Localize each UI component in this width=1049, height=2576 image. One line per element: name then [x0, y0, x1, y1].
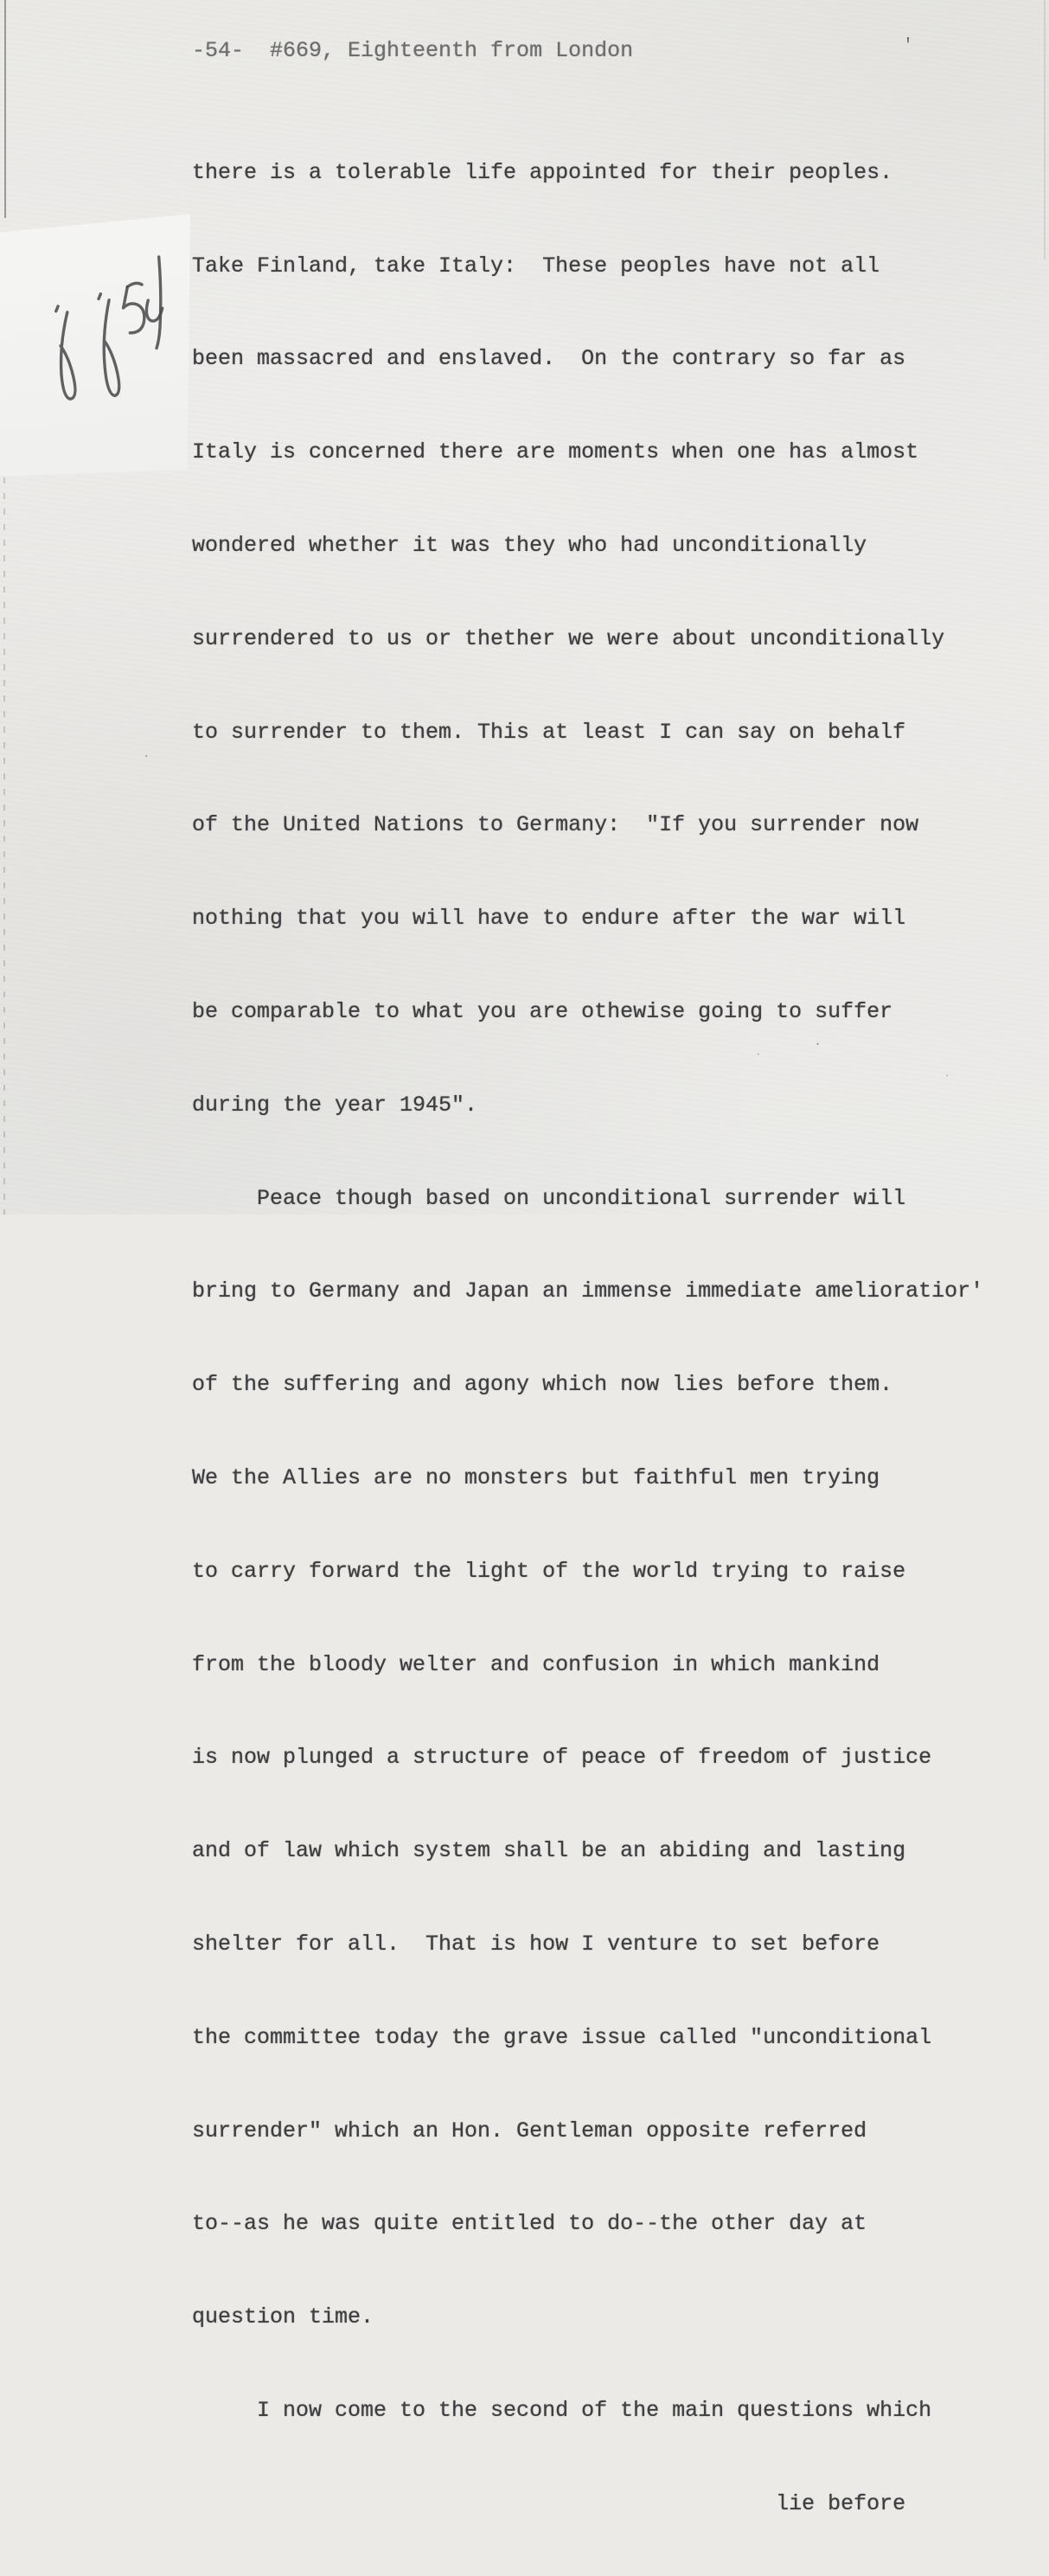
text-line: from the bloody welter and confusion in which mankind [192, 1651, 880, 1677]
text-line: question time. [192, 2304, 374, 2330]
text-line: to carry forward the light of the world trying to raise [192, 1558, 906, 1584]
text-line: shelter for all. That is how I venture to set before [192, 1931, 880, 1957]
typewritten-text [192, 0, 983, 2576]
text-line: surrender" which an Hon. Gentleman opposite referred [192, 2118, 867, 2143]
text-line: there is a tolerable life appointed for their peoples. [192, 159, 893, 185]
text-line: of the United Nations to Germany: "If you surrender now [192, 812, 919, 838]
text-line: be comparable to what you are othewise going to suffer [192, 998, 893, 1024]
pencil-stroke [94, 300, 124, 397]
text-line: surrendered to us or thether we were about unconditionally [192, 625, 945, 651]
text-line: of the suffering and agony which now lies before them. [192, 1372, 893, 1398]
pencil-stroke [52, 312, 81, 400]
pencil-stroke [98, 294, 101, 299]
text-line: We the Allies are no monsters but faithful men trying [192, 1464, 880, 1490]
text-line: is now plunged a structure of peace of freedom of justice [192, 1745, 932, 1771]
text-line: during the year 1945". [192, 1092, 478, 1118]
page-edge-line-right [1044, 0, 1046, 260]
pencil-stroke [55, 306, 59, 311]
text-line: and of law which system shall be an abiding and lasting [192, 1838, 906, 1864]
pencil-stroke [127, 282, 142, 286]
ink-speck: · [755, 1048, 762, 1061]
text-line: Take Finland, take Italy: These peoples have not all [192, 253, 880, 279]
text-line: to surrender to them. This at least I can say on behalf [192, 719, 906, 745]
ink-speck: · [143, 750, 150, 764]
header-line: -54- #669, Eighteenth from London [192, 38, 634, 63]
ink-speck: · [943, 1069, 950, 1082]
text-line: Italy is concerned there are moments when one has almost [192, 439, 919, 465]
pencil-stroke [120, 285, 147, 333]
ink-speck: ' [903, 36, 914, 56]
text-line: I now come to the second of the main questions which [192, 2397, 932, 2423]
text-line: the committee today the grave issue called "unconditional [192, 2024, 932, 2050]
text-line: Peace though based on unconditional surrender will [192, 1185, 906, 1211]
text-line: nothing that you will have to endure after the war will [192, 906, 906, 932]
text-line: lie before [192, 2490, 906, 2516]
page-edge-line-bottom [3, 477, 5, 1214]
ink-speck: · [814, 1037, 822, 1052]
text-line: bring to Germany and Japan an immense immediate amelioratior' [192, 1278, 984, 1304]
text-line: to--as he was quite entitled to do--the other day at [192, 2211, 867, 2237]
text-line: wondered whether it was they who had unconditionally [192, 532, 867, 558]
text-line: been massacred and enslaved. On the contrary so far as [192, 346, 906, 372]
handwritten-annotation [13, 242, 182, 414]
page-edge-line-top [4, 0, 6, 218]
